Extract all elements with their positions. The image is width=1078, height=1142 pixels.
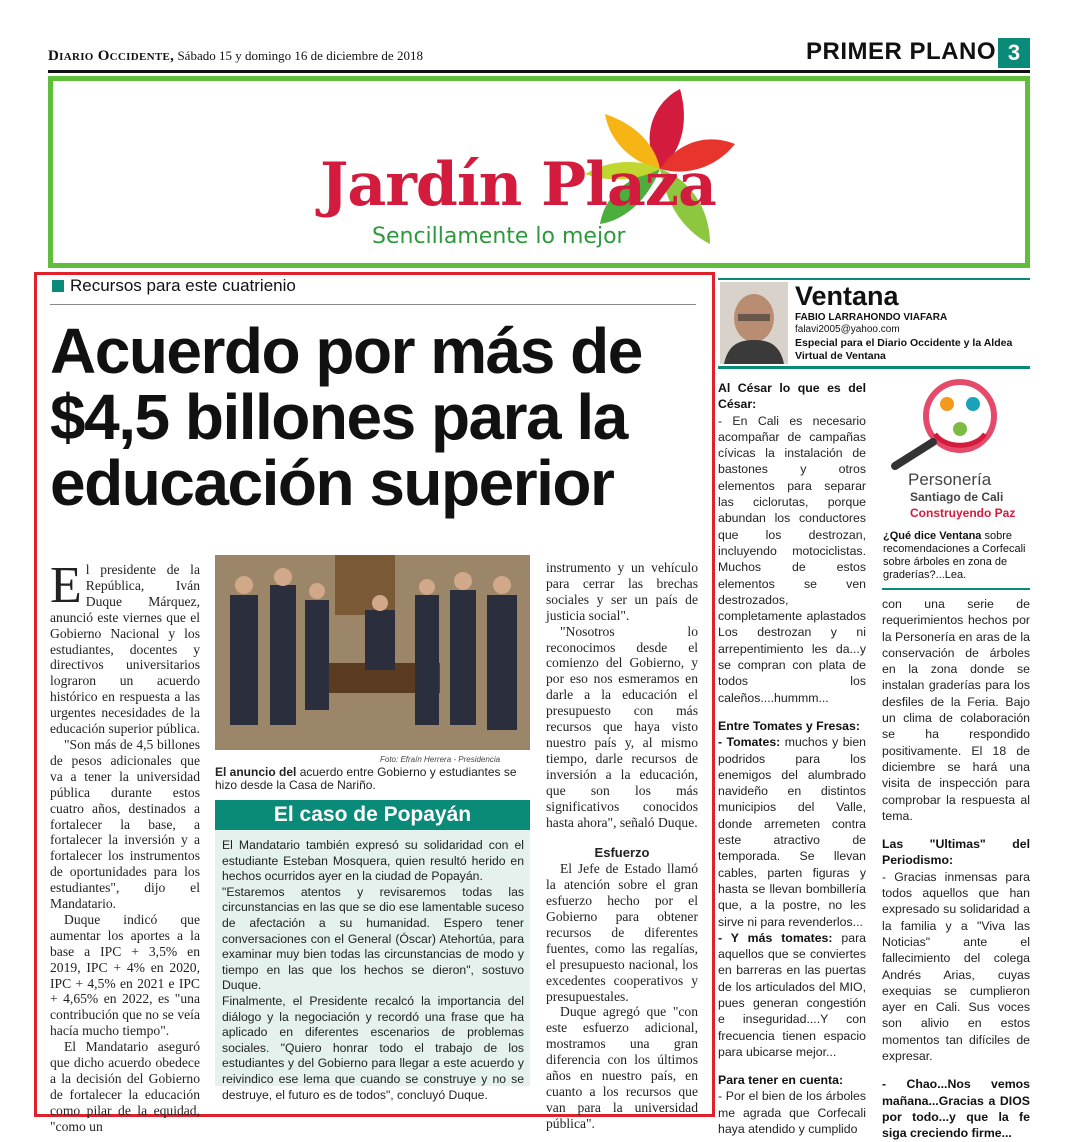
personeria-city: Santiago de Cali bbox=[910, 490, 1004, 504]
drop-cap: E bbox=[50, 557, 82, 614]
sidebar-box-body bbox=[222, 838, 524, 1103]
box-paragraph: "Estaremos atentos y revisaremos todas las circunstancias en las que se dio ese lamentable suceso de afectación a su humanidad. Espero tener conversaciones con el General (Óscar) Atehortúa, para examinar muy bien todas las circunstancias de modo y tiempo en las que los hechos se dieron", sostuvo Duque. bbox=[222, 884, 524, 993]
teaser-rule bbox=[882, 588, 1030, 590]
personeria-slogan: Construyendo Paz bbox=[910, 506, 1016, 520]
item: con una serie de requerimientos hechos por la Personería en aras de la conservación de árboles en la zona donde se instalan graderías para los desfiles de la Feria. Bajo un clima de colaboración se ha respondido positivamente. El 18 de diciembre se hará una visita de inspección para comprobar la respuesta al tema. bbox=[882, 597, 1030, 823]
paragraph: "Nosotros lo reconocimos desde el comienzo del Gobierno, y por eso nos esmeramos en darle a la educación el presupuesto con más recursos que haya visto nuestro país y, al mismo tiempo, darle recursos de inversión a la educación, que son los más significativos conocidos hasta ahora", señaló Duque. bbox=[546, 623, 698, 830]
kicker-square-icon bbox=[52, 280, 64, 292]
issue-date: Sábado 15 y domingo 16 de diciembre de 2018 bbox=[177, 48, 423, 63]
item: Entre Tomates y Fresas: bbox=[718, 718, 860, 733]
ventana-rule bbox=[718, 366, 1030, 369]
subheading: Esfuerzo bbox=[594, 845, 650, 861]
column-credit: Especial para el Diario Occidente y la Aldea Virtual de Ventana bbox=[795, 337, 1013, 362]
article-column-3 bbox=[546, 560, 698, 1132]
ventana-column-b bbox=[882, 596, 1030, 1142]
item: - Y más tomates: para aquellos que se conviertes en barreras en las puertas de los articulados del MIO, pues generan congestión e inseguridad....Y con frecuencia tienen espacio para ubicarse mejor... bbox=[718, 930, 866, 1059]
personeria-name: Personería bbox=[908, 470, 992, 489]
paragraph: Duque indicó que aumentar los aportes a la base a IPC + 3,5% en 2019, IPC + 4% en 2020, IPC + 4,5% en 2021 e IPC + 4,65% en 2022, es "una contribución que no se veía hacía mucho tiempo". bbox=[50, 911, 200, 1039]
item: Para tener en cuenta: - Por el bien de los árboles me agrada que Corfecali haya atendido y cumplido bbox=[718, 1073, 866, 1137]
item: - Chao...Nos vemos mañana...Gracias a DIOS por todo...y que la fe siga creciendo firme... bbox=[882, 1077, 1030, 1141]
paragraph: El Mandatario aseguró que dicho acuerdo obedece a la decisión del Gobierno de fortalecer la educación como pilar de la equidad, "como un bbox=[50, 1039, 200, 1134]
photo-caption: El anuncio del acuerdo entre Gobierno y estudiantes se hizo desde la Casa de Nariño. bbox=[215, 765, 517, 792]
ad-brand: Jardín Plaza bbox=[320, 150, 716, 220]
column-title: Ventana bbox=[795, 281, 899, 311]
section-title: PRIMER PLANO bbox=[805, 38, 996, 65]
sidebar-box-title: El caso de Popayán bbox=[215, 800, 530, 830]
photo-people-icon bbox=[215, 555, 530, 750]
item: Las "Ultimas" del Periodismo: - Gracias inmensas para todos aquellos que han expresado su solidaridad a la familia y a "Viva las Noticias" ante el fallecimiento del colega Andrés Arias, cuyas exequias se cumplieron ayer en Cali. Sus voces son alivio en estos momentos tan difíciles de expresar. bbox=[882, 837, 1030, 1064]
article-column-1 bbox=[50, 557, 200, 1135]
article-kicker: Recursos para este cuatrienio bbox=[70, 276, 296, 295]
paragraph: Duque agregó que "con este esfuerzo adicional, mostramos una gran diferencia con los últimos años en nuestro país, en cuanto a los recursos que van para la universidad pública". bbox=[546, 1004, 698, 1131]
masthead bbox=[48, 48, 423, 65]
header-rule bbox=[48, 70, 1030, 73]
ad-tagline: Sencillamente lo mejor bbox=[372, 224, 626, 249]
ventana-column-a bbox=[718, 380, 866, 1137]
item: Al César lo que es del César: - En Cali es necesario acompañar de campañas cívicas la instalación de bastones y otros elementos para separar las ciclorutas, porque abundan los conductores que los destrozan, incluyendo motociclistas. Muchos de estos elementos se ven destrozados, completamente aplastados Los destrozan y ni arrepentimiento les da...y se compran con plata de todos los caleños....hummm... bbox=[718, 381, 866, 705]
author-email[interactable]: falavi2005@yahoo.com bbox=[795, 324, 900, 335]
paper-name: Diario Occidente, bbox=[48, 48, 175, 64]
box-paragraph: Finalmente, el Presidente recalcó la importancia del diálogo y la negociación y recordó una frase que ha aplicado en diferentes escenarios de problemas sociales. "Quiero honrar todo el trabajo de los estudiantes y del Gobierno para llegar a este acuerdo y reivindico ese lema que cuando se construye y no se destruye, el futuro es de todos", concluyó Duque. bbox=[222, 993, 524, 1102]
kicker-rule bbox=[50, 304, 696, 305]
item: - Tomates: muchos y bien podridos para los enemigos del alumbrado navideño en distintos municipios del Valle, donde arremeten contra este atractivo de temporada. Se llevan cables, parten figuras y hasta se llevan bombillería que, a la postre, no les sirve ni para revenderlos... bbox=[718, 735, 866, 929]
personeria-emblem-icon bbox=[885, 374, 1030, 474]
ventana-top-rule bbox=[718, 278, 1030, 280]
page-number: 3 bbox=[998, 38, 1030, 68]
column-author: FABIO LARRAHONDO VIAFARA bbox=[795, 312, 948, 323]
box-paragraph: El Mandatario también expresó su solidaridad con el estudiante Esteban Mosquera, quien resultó herido en hechos ocurridos ayer en la ciudad de Popayán. bbox=[222, 838, 524, 884]
ventana-teaser: ¿Qué dice Ventana sobre recomendaciones a Corfecali sobre árboles en zona de graderías?...Lea. bbox=[883, 530, 1026, 581]
lead-paragraph: El presidente de la República, Iván Duque Márquez, anunció este viernes que el Gobierno Nacional y los estudiantes, docentes y directivos universitarios lograron un acuerdo histórico en respuesta a las urgentes necesidades de la educación superior pública. bbox=[50, 557, 200, 737]
photo-credit: Foto: Efraín Herrera - Presidencia bbox=[380, 755, 501, 764]
article-photo bbox=[215, 555, 530, 750]
article-headline: Acuerdo por más de $4,5 billones para la educación superior bbox=[50, 315, 642, 519]
paragraph: instrumento y un vehículo para cerrar las brechas sociales y ser un país de justicia social". bbox=[546, 560, 698, 623]
paragraph: "Son más de 4,5 billones de pesos adicionales que va a tener la universidad pública durante estos cuatro años, destinados a fortalecer la base, a fortalecer la inversión y a fortalecer los instrumentos de oportunidades para los estudiantes", dijo el Mandatario. bbox=[50, 736, 200, 912]
author-avatar bbox=[720, 282, 788, 364]
paragraph: El Jefe de Estado llamó la atención sobre el gran esfuerzo hecho por el Gobierno para obtener recursos de diferentes fuentes, como las regalías, el presupuesto nacional, los excedentes cooperativos y presupuestales. bbox=[546, 861, 698, 1004]
